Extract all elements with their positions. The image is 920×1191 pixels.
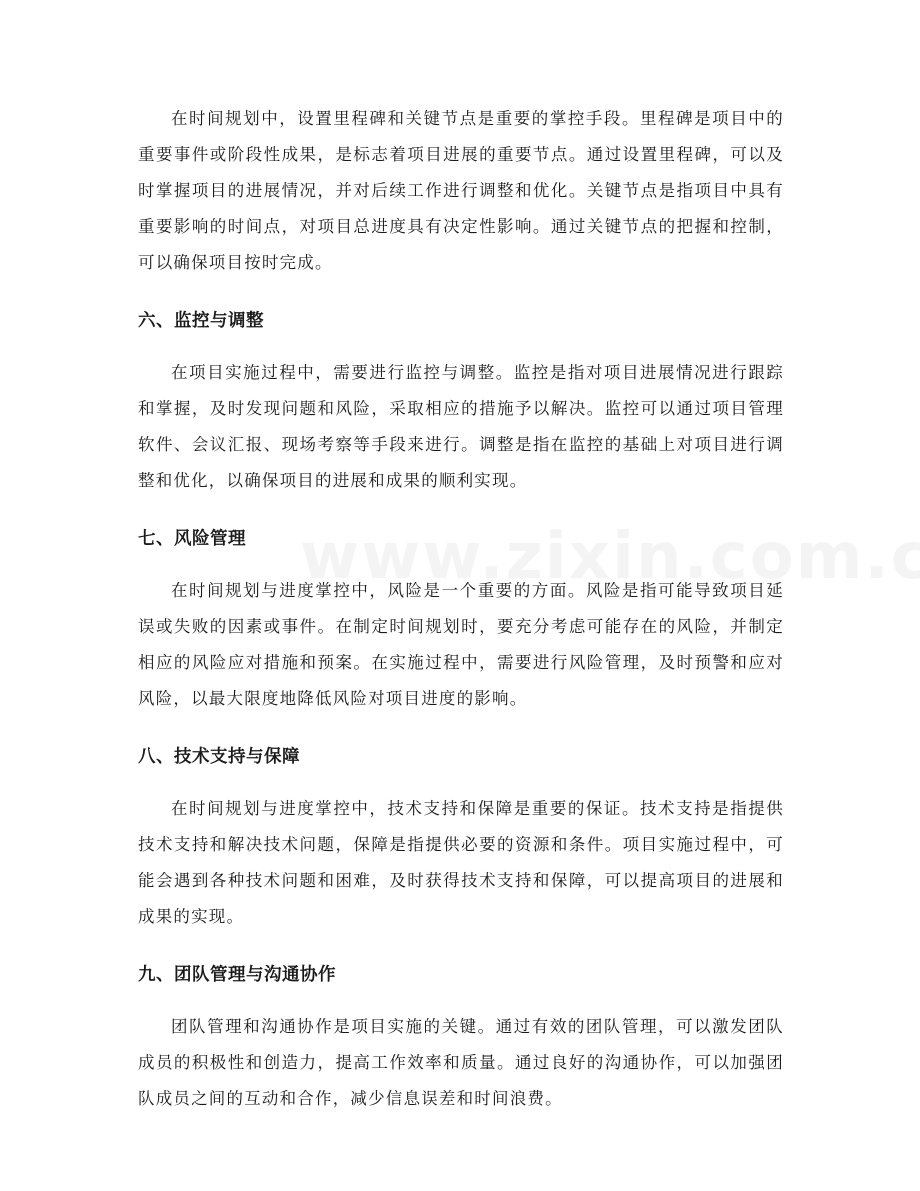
paragraph-monitoring-adjustment: 在项目实施过程中，需要进行监控与调整。监控是指对项目进展情况进行跟踪和掌握，及时发现问题和风险，采取相应的措施予以解决。监控可以通过项目管理软件、会议汇报、现场考察等手段来进行。调整是指在监控的基础上对项目进行调整和优化，以确保项目的进展和成果的顺利实现。 xyxy=(138,363,784,490)
paragraph-risk-management: 在时间规划与进度掌控中，风险是一个重要的方面。风险是指可能导致项目延误或失败的因素或事件。在制定时间规划时，要充分考虑可能存在的风险，并制定相应的风险应对措施和预案。在实施过程中，需要进行风险管理，及时预警和应对风险，以最大限度地降低风险对项目进度的影响。 xyxy=(138,581,784,708)
paragraph-team-communication: 团队管理和沟通协作是项目实施的关键。通过有效的团队管理，可以激发团队成员的积极性和创造力，提高工作效率和质量。通过良好的沟通协作，可以加强团队成员之间的互动和合作，减少信息误差和时间浪费。 xyxy=(138,1017,784,1108)
paragraph-tech-support: 在时间规划与进度掌控中，技术支持和保障是重要的保证。技术支持是指提供技术支持和解决技术问题，保障是指提供必要的资源和条件。项目实施过程中，可能会遇到各种技术问题和困难，及时获得技术支持和保障，可以提高项目的进展和成果的实现。 xyxy=(138,799,784,926)
paragraph-milestones: 在时间规划中，设置里程碑和关键节点是重要的掌控手段。里程碑是项目中的重要事件或阶段性成果，是标志着项目进展的重要节点。通过设置里程碑，可以及时掌握项目的进展情况，并对后续工作进行调整和优化。关键节点是指项目中具有重要影响的时间点，对项目总进度具有决定性影响。通过关键节点的把握和控制，可以确保项目按时完成。 xyxy=(138,109,784,272)
heading-tech-support: 八、技术支持与保障 xyxy=(138,747,300,767)
heading-team-communication: 九、团队管理与沟通协作 xyxy=(138,965,336,985)
heading-monitoring-adjustment: 六、监控与调整 xyxy=(138,311,264,331)
document-body xyxy=(138,101,784,1117)
heading-risk-management: 七、风险管理 xyxy=(138,529,246,549)
